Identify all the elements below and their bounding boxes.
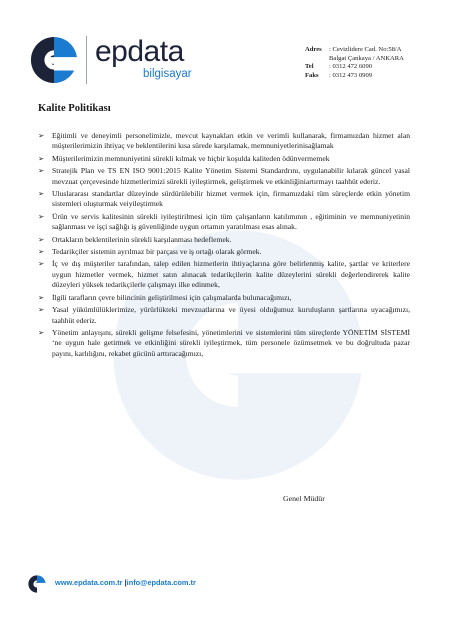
brand-subtitle: bilgisayar: [143, 68, 192, 80]
policy-text: Ürün ve servis kalitesinin sürekli iyileştirilmesi için tüm çalışanların katılımının , eğitiminin ve memnuniyetinin sağlanması ve işçi sağlığı iş güvenliğinde uygun ortamın yaratılması esas alınak.: [52, 211, 410, 232]
policy-text: İç ve dış müşteriler tarafından, talep edilen hizmetlerin ihtiyaçlarına göre belirlenmiş kalite, şartlar ve kriterlere uygun hizmetler vermek, hizmet satın alınacak tedarikçilerin kalite düzeylerini sürekli değerlendirerek kalite düzeyleri yüksek tedarikçilerle çalışmayı ilke edinmek,: [52, 259, 410, 290]
letterhead: [0, 0, 451, 100]
policy-text: Ortakların beklentilerinin sürekli karşılanması hedeflemek.: [52, 234, 232, 244]
list-item: [38, 328, 410, 359]
policy-text: Stratejik Plan ve TS EN ISO 9001:2015 Kalite Yönetim Sistemi Standardrını, uygulanabilir kılarak güncel yasal mevzuat çerçevesinde hizmetlerimizi sürekli iyileştirmek, geliştirmek ve etkinliğiniartırmayı taahhüt ederiz.: [52, 166, 410, 186]
arrow-bullet-icon: ➢: [38, 234, 45, 244]
list-item: [38, 212, 410, 233]
arrow-bullet-icon: ➢: [38, 131, 45, 140]
footer-contact: [55, 578, 196, 587]
epdata-logo-icon: [30, 36, 78, 84]
phone-row: [305, 63, 404, 72]
arrow-bullet-icon: ➢: [38, 327, 45, 337]
fax-row: [305, 72, 404, 81]
policy-text: Tedarikçiler sistemin ayrılmaz bir parçası ve iş ortağı olarak görmek.: [52, 247, 262, 257]
list-item: [38, 131, 410, 152]
list-item: [38, 154, 410, 164]
address-label: [305, 55, 329, 64]
address-label: Adres: [305, 46, 322, 53]
document-body: [38, 103, 410, 361]
address-value: Balgat Çankaya / ANKARA: [329, 54, 404, 62]
arrow-bullet-icon: ➢: [38, 292, 45, 302]
arrow-bullet-icon: ➢: [38, 247, 45, 257]
policy-list: [38, 131, 410, 359]
email-link[interactable]: info@epdata.com.tr: [126, 578, 196, 587]
signature-title: Genel Müdür: [283, 494, 325, 503]
policy-text: İlgili tarafların çevre bilincinin geliştirilmesi için çalışmalarda bulunacağımızı,: [52, 292, 292, 302]
policy-text: Yasal yükümlülüklerimize, yürürlükteki mevzuatlarına ve üyesi olduğumuz kuruluşların şartlarına uyacağımızı, taahhüt ederiz.: [52, 305, 410, 325]
arrow-bullet-icon: ➢: [38, 259, 45, 269]
phone-label: Tel: [305, 63, 314, 71]
policy-text: Müşterilerimizin memnuniyetini sürekli kılmak ve hiçbir koşulda kaliteden ödünvermemek: [52, 153, 330, 163]
list-item: [38, 247, 410, 257]
footer: [0, 570, 451, 610]
page-title: Kalite Politikası: [38, 103, 111, 114]
arrow-bullet-icon: ➢: [38, 211, 45, 221]
list-item: [38, 235, 410, 245]
list-item: [38, 166, 410, 187]
arrow-bullet-icon: ➢: [38, 153, 45, 163]
policy-text: Uluslararası standartlar düzeyinde sürdürülebilir hizmet vermek için, firmamızdaki tüm süreçlerde etkin yönetim sistemleri oluşturmak veiyileştirmek: [52, 189, 410, 209]
fax-value: : 0312 473 0909: [329, 71, 373, 79]
address-value: : Cevizlidere Cad. No:58/A: [329, 46, 402, 53]
address-row: [305, 46, 404, 55]
fax-label: Faks: [305, 71, 319, 79]
arrow-bullet-icon: ➢: [38, 189, 45, 199]
arrow-bullet-icon: ➢: [38, 305, 45, 315]
list-item: [38, 305, 410, 326]
list-item: [38, 189, 410, 210]
website-link[interactable]: www.epdata.com.tr: [55, 578, 123, 587]
company-address: [305, 46, 404, 80]
brand-name: epdata: [95, 35, 184, 68]
arrow-bullet-icon: ➢: [38, 166, 45, 176]
footer-separator: |: [124, 578, 127, 587]
address-row: [305, 55, 404, 64]
epdata-logo-icon: [28, 575, 46, 593]
policy-text: Eğitimli ve deneyimli personelimizle, mevcut kaynakları etkin ve verimli kullanarak, firmamızdan hizmet alan müşterilerimizin ihtiyaç ve beklentilerini kısa sürede karşılamak, memnuniyetlerinisağlamak: [52, 131, 410, 151]
phone-value: : 0312 472 6090: [329, 63, 373, 71]
policy-text: Yönetim anlayışını, sürekli gelişme felsefesini, yönetimlerini ve sistemlerini tüm süreçlerde YÖNETİM SİSTEMİ ‘ne uygun hale getirmek ve etkinliğini sürekli iyileştirmek, tüm personele özümsetmek ve bu doğrultuda pazar payını, karlılığını, rekabet gücünü arttıracağımızı,: [52, 327, 410, 358]
list-item: [38, 293, 410, 303]
list-item: [38, 259, 410, 290]
logo-divider: [86, 36, 87, 84]
